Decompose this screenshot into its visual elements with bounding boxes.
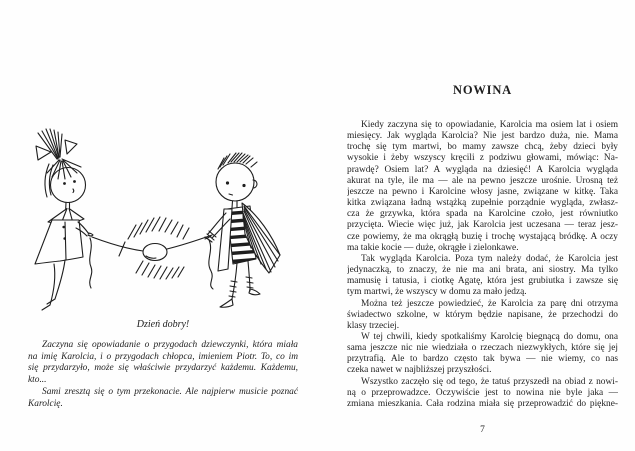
girl-hair-bow [36, 129, 77, 160]
text-line: ną o przeprowadzce. Oczywiście jest to nowina nie byle jaka — [347, 387, 618, 398]
text-line: tym martwi, że wszyscy w domu za mało jedzą. [347, 287, 527, 298]
string-and-bead [90, 217, 213, 289]
illustration-girl-boy-bead-drawing [28, 121, 290, 316]
text-line: przytrafią. Ale to bardzo często tak bywa — nie wiemy, co nas [347, 354, 618, 365]
text-line: trochę się tym martwi, bo mamy zawsze chcą, żeby dzieci były [347, 142, 618, 153]
text-line: zmiana mieszkania. Cała rodzina miała się przeprowadzić do piękne- [347, 398, 618, 409]
text-line: kto... [28, 375, 47, 386]
text-line: kitka związana ładną wstążką zupełnie porządnie wygląda, zwłasz- [347, 198, 618, 209]
text-line: Tak wygląda Karolcia. Poza tym należy dodać, że Karolcia jest [361, 253, 618, 264]
text-line: Można też jeszcze powiedzieć, że Karolcia za parę dni otrzyma [361, 298, 618, 309]
text-line: się przydarzyło, może się właściwie przydarzyć każdemu. Każdemu, [28, 363, 298, 374]
boy-cape-front-panel [218, 209, 232, 271]
chapter-body [347, 120, 618, 410]
right-page [347, 0, 618, 451]
text-line: jedynaczką, to znaczy, że nie ma ani brata, ani siostry. Ma tylko [347, 265, 618, 276]
text-line: mamusię i tatusia, i ciotkę Agatę, która jest grubiutka i zawsze się [347, 276, 618, 287]
left-page [28, 0, 298, 451]
text-line: przycięta. Wiecie więc już, jak Karolcia jest uczesana — teraz jesz- [347, 220, 618, 231]
text-line: prawdę? Osiem lat? A wygląda na dziesięć! A Karolcia wygląda [347, 164, 618, 175]
text-line: miesięcy. Jak wygląda Karolcia? Nie jest bardzo duża, nie. Mama [347, 131, 618, 142]
text-line: Wszystko zaczęło się od tego, że tatuś przyszedł na obiad z nowi- [361, 376, 618, 387]
text-line: wysokie i żeby wszyscy kręcili z podziwu głowami, mówiąc: Na- [347, 153, 618, 164]
text-line: akurat na tyle, ile ma — ale na pewno jeszcze urośnie. Urosną też [347, 175, 618, 186]
text-line: świadectwo szkolne, w którym będzie napisane, że przechodzi do [347, 309, 618, 320]
text-line: sama jeszcze nic nie wiedziała o rzeczach niezwykłych, które się jej [347, 343, 618, 354]
text-line: W tej chwili, kiedy spotkaliśmy Karolcię biegnącą do domu, ona [361, 331, 618, 342]
intro-text [28, 340, 298, 410]
text-line: Kiedy zaczyna się to opowiadanie, Karolcia ma osiem lat i osiem [361, 120, 618, 130]
text-line: Karolcię. [28, 398, 63, 409]
text-line: Sami zresztą się o tym przekonacie. Ale najpierw musicie poznać [42, 386, 298, 397]
page-number: 7 [480, 425, 485, 435]
text-line: cza że grzywka, która spada na Karolcine czoło, jest równiutko [347, 209, 618, 220]
chapter-title: NOWINA [453, 83, 512, 97]
text-line: cze powiemy, że ma okrągłą buzię i trochę wystającą bródkę. A oczy [347, 231, 618, 242]
text-line: klasy trzeciej. [347, 320, 400, 331]
text-line: jeszcze na pewno i Karolcine włosy jasne, związane w kitkę. Taka [347, 186, 618, 197]
illustration-caption: Dzień dobry! [136, 319, 190, 330]
text-line: na imię Karolcia, i o przygodach chłopca, imieniem Piotr. To, co im [28, 351, 298, 362]
boy-figure [205, 153, 280, 307]
girl-figure [35, 129, 93, 310]
text-line: Zaczyna się opowiadanie o przygodach dziewczynki, która miała [42, 340, 298, 350]
text-line: ma takie kocie — duże, okrągłe i zielonkawe. [347, 242, 519, 253]
text-line: czeka nawet w najbliższej przyszłości. [347, 365, 492, 376]
